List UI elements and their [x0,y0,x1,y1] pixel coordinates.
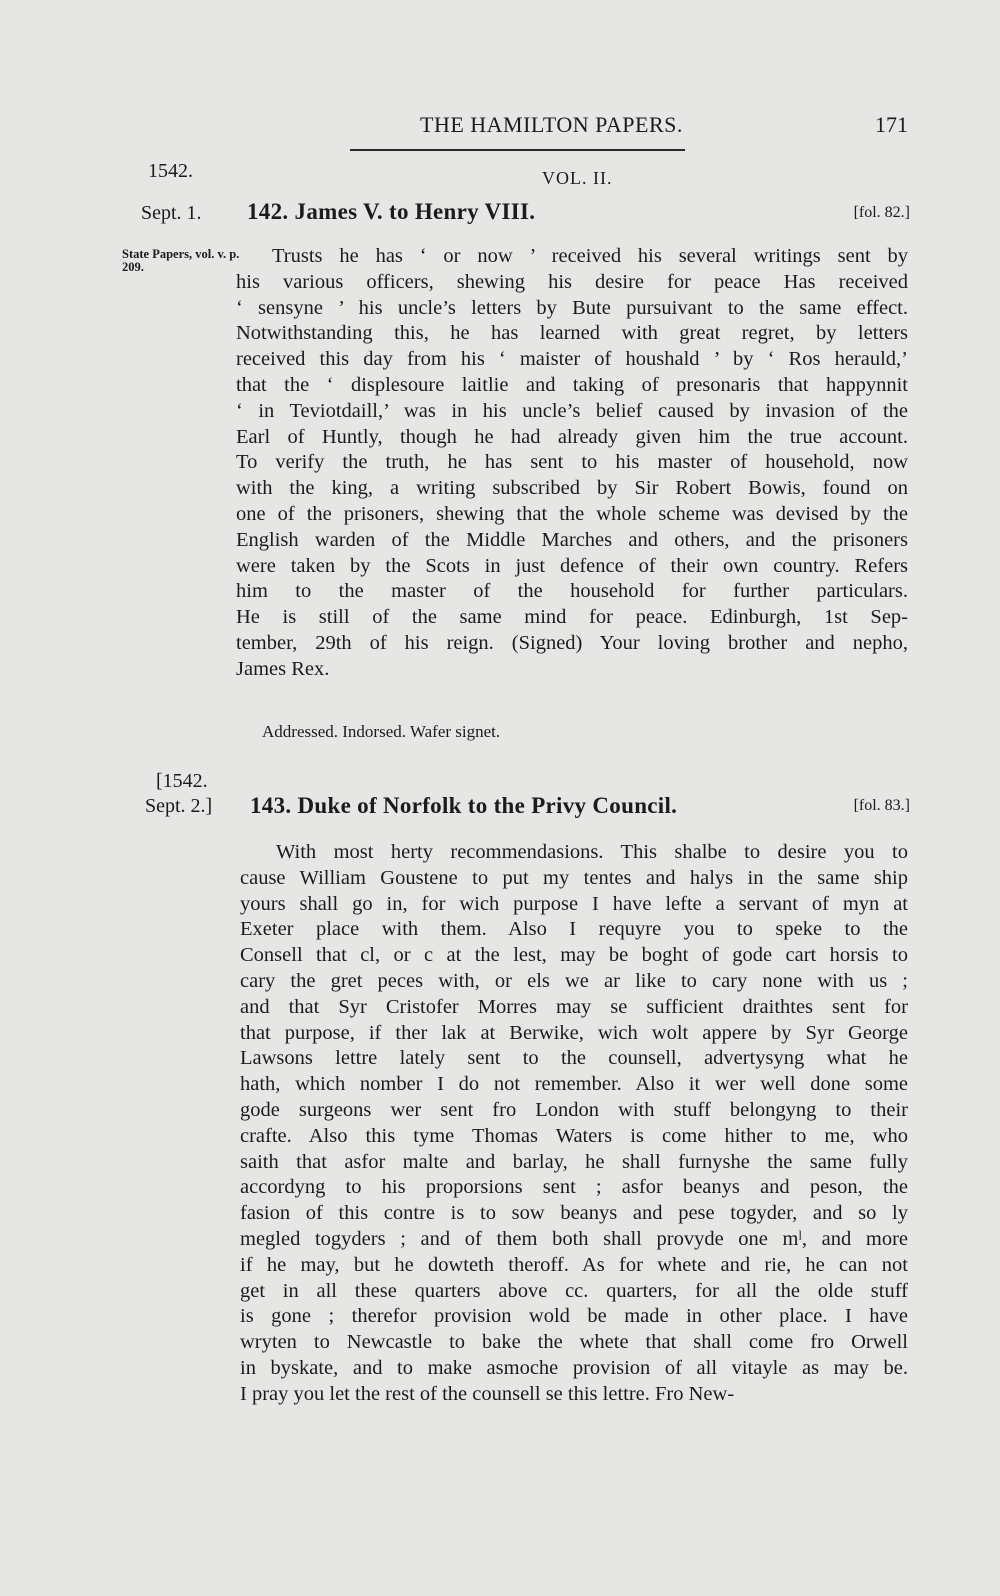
text-line: James Rex. [236,657,330,680]
header-rule [350,149,685,151]
entry-body [236,244,908,683]
text-line: that the ‘ displesoure laitlie and taking of presonaris that happynnit [236,373,908,396]
text-line: that purpose, if ther lak at Berwike, wich wolt appere by Syr George [240,1021,908,1044]
text-line: him to the master of the household for further particulars. [236,580,908,603]
text-line: cause William Goustene to put my tentes and halys in the same ship [240,866,908,889]
text-line: hath, which nomber I do not remember. Also it wer well done some [240,1073,908,1096]
text-line: To verify the truth, he has sent to his master of household, now [236,451,908,474]
running-title: THE HAMILTON PAPERS. [420,112,683,137]
text-line: and that Syr Cristofer Morres may se sufficient draithtes sent for [240,995,908,1018]
text-line: tember, 29th of his reign. (Signed) Your loving brother and nepho, [236,631,908,654]
entry-title: James V. to Henry VIII. [294,199,536,224]
text-line: in byskate, and to make asmoche provision of all vitayle as may be. [240,1356,908,1379]
text-line: fasion of this contre is to sow beanys and pese togyder, and so ly [240,1202,908,1225]
text-line: English warden of the Middle Marches and others, and the prisoners [236,528,908,551]
text-line: is gone ; therefor provision wold be made in other place. I have [240,1305,908,1328]
text-line: cary the gret peces with, or els we ar like to cary none with us ; [240,969,908,992]
entry-date: Sept. 2.] [145,795,213,817]
entry-number: 142. [247,199,289,224]
text-line: crafte. Also this tyme Thomas Waters is come hither to me, who [240,1124,908,1147]
entry-date: Sept. 1. [141,202,202,224]
text-line: Lawsons lettre lately sent to the counsell, advertysyng what he [240,1047,908,1070]
folio-reference: [fol. 82.] [853,204,910,221]
entry-body [240,840,908,1408]
text-line: his various officers, shewing his desire for peace Has received [236,270,908,293]
folio-reference: [fol. 83.] [853,797,910,814]
year-label: 1542. [148,160,193,182]
text-line: saith that asfor malte and barlay, he shall furnyshe the same fully [240,1150,908,1173]
text-line: megled togyders ; and of them both shall provyde one mˡ, and more [240,1227,908,1250]
page-number: 171 [875,112,908,137]
entry-heading [247,199,535,225]
entry-number: 143. [250,793,292,818]
text-line: Trusts he has ‘ or now ’ received his several writings sent by [272,245,908,267]
text-line: were taken by the Scots in just defence of their own country. Refers [236,554,908,577]
text-line: get in all these quarters above cc. quarters, for all the olde stuff [240,1279,908,1302]
text-line: Earl of Huntly, though he had already given him the true account. [236,425,908,448]
entry-title: Duke of Norfolk to the Privy Council. [297,793,678,818]
text-line: received this day from his ‘ maister of houshald ’ by ‘ Ros herauld,’ [236,348,908,371]
text-line: He is still of the same mind for peace. Edinburgh, 1st Sep- [236,606,908,629]
text-line: Consell that cl, or c at the lest, may be boght of gode cart horsis to [240,944,908,967]
text-line: accordyng to his proporsions sent ; asfor beanys and peson, the [240,1176,908,1199]
text-line: ‘ sensyne ’ his uncle’s letters by Bute pursuivant to the same effect. [236,296,908,319]
text-line: Notwithstanding this, he has learned with great regret, by letters [236,322,908,345]
text-line: I pray you let the rest of the counsell se this lettre. Fro New- [240,1382,735,1405]
entry-year: [1542. [156,770,208,792]
text-line: ‘ in Teviotdaill,’ was in his uncle’s belief caused by invasion of the [236,399,908,422]
text-line: With most herty recommendasions. This shalbe to desire you to [276,841,908,863]
endorsement-note: Addressed. Indorsed. Wafer signet. [262,722,501,741]
text-line: one of the prisoners, shewing that the whole scheme was devised by the [236,502,908,525]
text-line: wryten to Newcastle to bake the whete that shall come fro Orwell [240,1331,908,1354]
volume-label: VOL. II. [542,168,613,188]
margin-note: State Papers, vol. v. p. 209. [122,247,240,274]
running-head [0,112,1000,142]
text-line: with the king, a writing subscribed by Sir Robert Bowis, found on [236,477,908,500]
entry-heading [250,793,677,819]
text-line: yours shall go in, for wich purpose I have lefte a servant of myn at [240,892,908,915]
text-line: Exeter place with them. Also I requyre you to speke to the [240,918,908,941]
text-line: if he may, but he dowteth theroff. As for whete and rie, he can not [240,1253,908,1276]
text-line: gode surgeons wer sent fro London with stuff belongyng to their [240,1098,908,1121]
